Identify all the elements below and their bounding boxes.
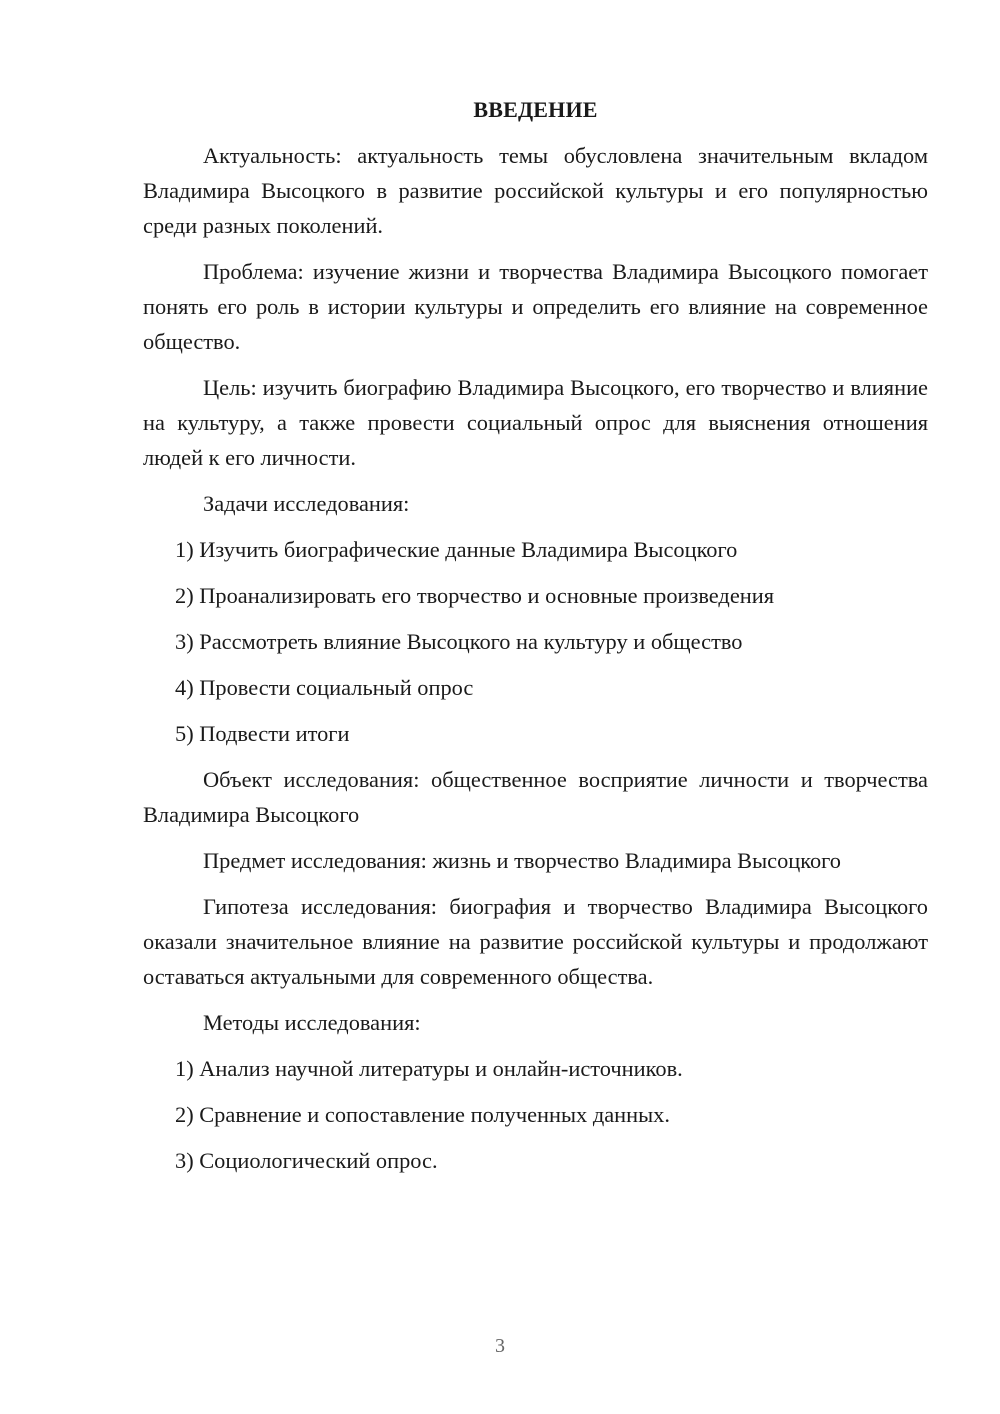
task-item: 5) Подвести итоги xyxy=(175,721,350,746)
page-title: ВВЕДЕНИЕ xyxy=(473,97,598,122)
methods-heading: Методы исследования: xyxy=(203,1010,421,1035)
task-item: 2) Проанализировать его творчество и основные произведения xyxy=(175,583,775,608)
subject-paragraph: Предмет исследования: жизнь и творчество Владимира Высоцкого xyxy=(203,848,842,873)
task-item: 1) Изучить биографические данные Владимира Высоцкого xyxy=(175,537,738,562)
method-item: 3) Социологический опрос. xyxy=(175,1148,438,1173)
problem-paragraph: Проблема: изучение жизни и творчества Владимира Высоцкого помогает понять его роль в истории культуры и определить его влияние на современное общество. xyxy=(143,259,928,354)
object-paragraph: Объект исследования: общественное восприятие личности и творчества Владимира Высоцкого xyxy=(143,767,928,827)
goal-paragraph: Цель: изучить биографию Владимира Высоцкого, его творчество и влияние на культуру, а также провести социальный опрос для выяснения отношения людей к его личности. xyxy=(143,375,928,470)
tasks-heading: Задачи исследования: xyxy=(203,491,410,516)
relevance-paragraph: Актуальность: актуальность темы обусловлена значительным вкладом Владимира Высоцкого в развитие российской культуры и его популярностью среди разных поколений. xyxy=(143,143,928,238)
tasks-list xyxy=(143,532,928,751)
page-number: 3 xyxy=(495,1335,505,1357)
task-item: 3) Рассмотреть влияние Высоцкого на культуру и общество xyxy=(175,629,743,654)
document-page xyxy=(143,95,928,1189)
hypothesis-paragraph: Гипотеза исследования: биография и творчество Владимира Высоцкого оказали значительное влияние на развитие российской культуры и продолжают оставаться актуальными для современного общества. xyxy=(143,894,928,989)
methods-list xyxy=(143,1051,928,1178)
method-item: 2) Сравнение и сопоставление полученных данных. xyxy=(175,1102,670,1127)
task-item: 4) Провести социальный опрос xyxy=(175,675,474,700)
method-item: 1) Анализ научной литературы и онлайн-источников. xyxy=(175,1056,683,1081)
